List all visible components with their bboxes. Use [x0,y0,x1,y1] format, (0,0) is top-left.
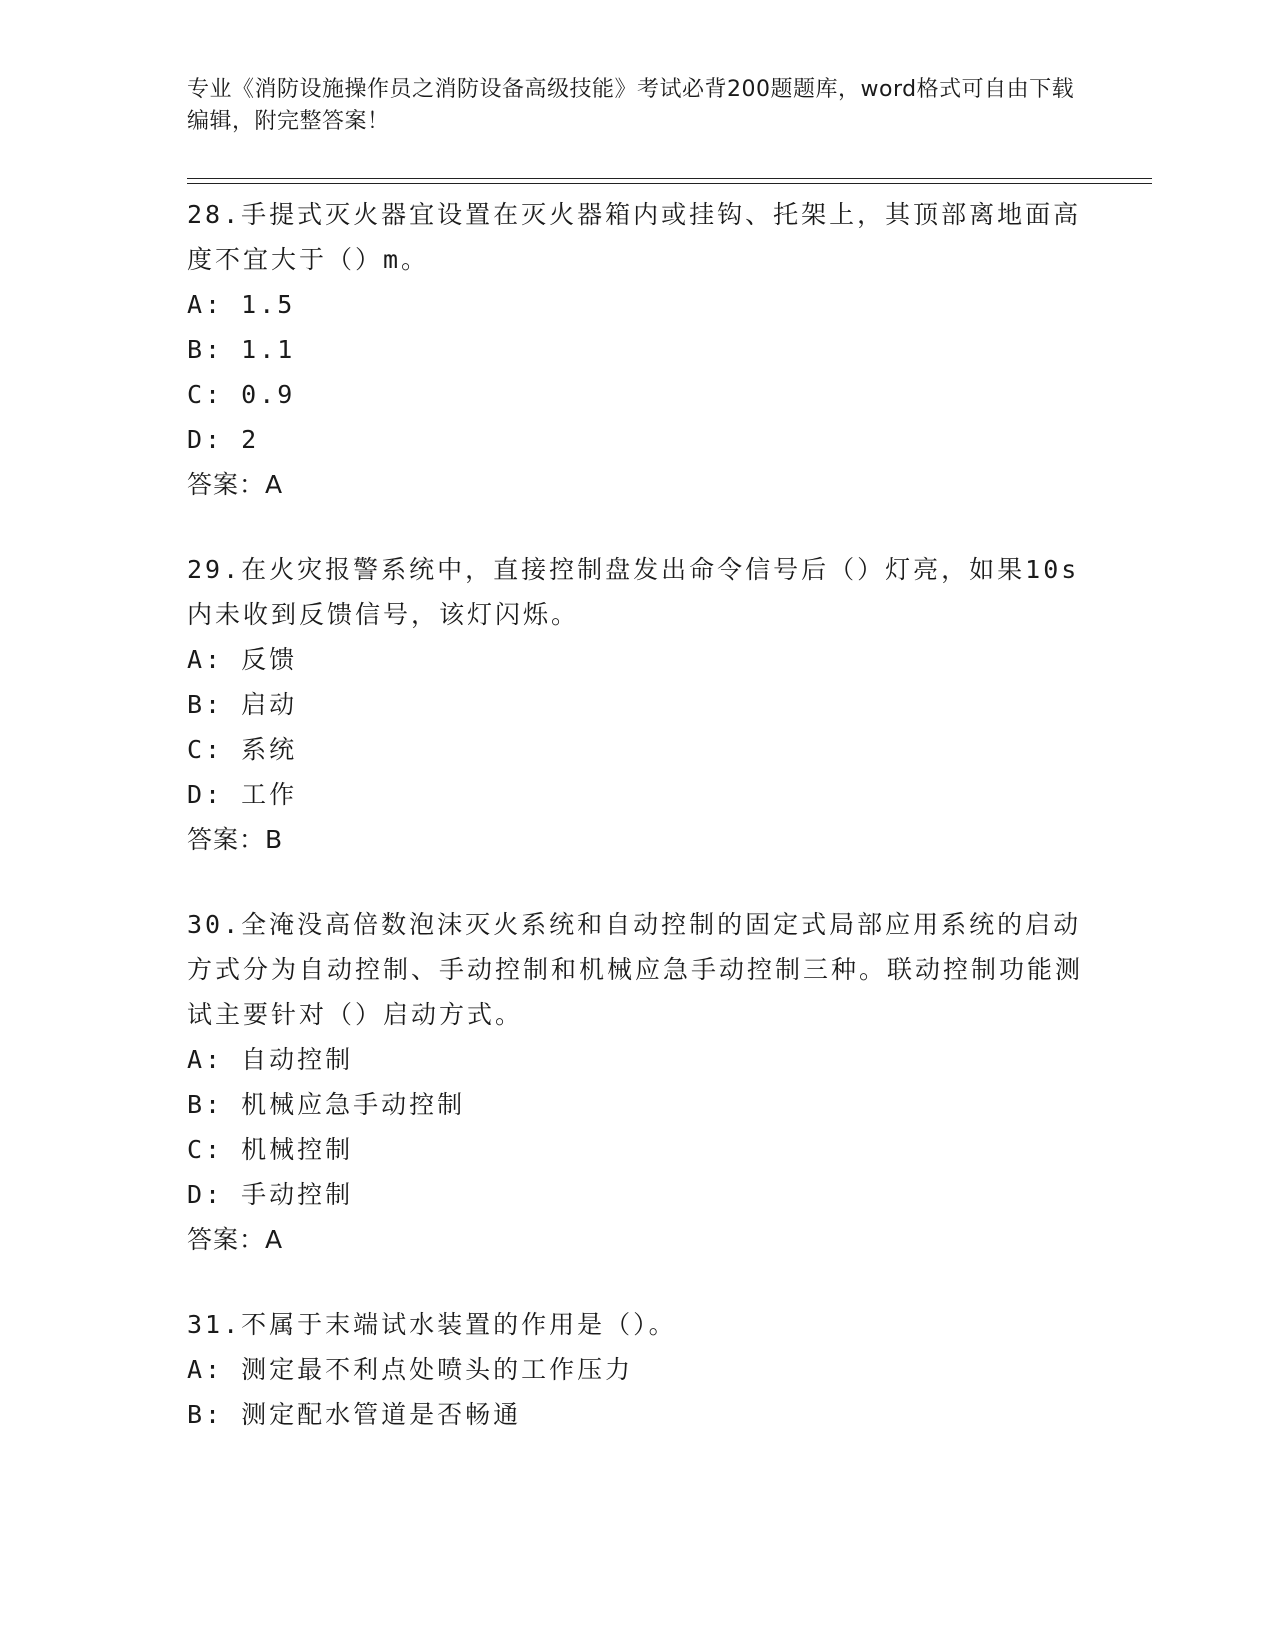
option-b: B: 测定配水管道是否畅通 [187,1400,522,1429]
option-d: D: 手动控制 [187,1180,354,1209]
answer: 答案：B [187,825,284,854]
option-c: C: 机械控制 [187,1135,354,1164]
header-divider-bottom [187,183,1152,184]
option-d: D: 2 [187,425,260,454]
answer: 答案：A [187,470,284,499]
question-30 [187,902,1087,1262]
option-c: C: 系统 [187,735,298,764]
header-divider-top [187,178,1152,179]
option-c: C: 0.9 [187,380,296,409]
question-28 [187,192,1087,507]
question-31 [187,1302,1087,1437]
question-list [187,192,1087,1477]
answer: 答案：A [187,1225,284,1254]
question-stem: 29.在火灾报警系统中，直接控制盘发出命令信号后（）灯亮，如果10s内未收到反馈信号，该灯闪烁。 [187,555,1080,629]
option-b: B: 机械应急手动控制 [187,1090,466,1119]
option-a: A: 测定最不利点处喷头的工作压力 [187,1355,634,1384]
option-b: B: 1.1 [187,335,296,364]
question-29 [187,547,1087,862]
question-stem: 28.手提式灭火器宜设置在灭火器箱内或挂钩、托架上，其顶部离地面高度不宜大于（）m。 [187,200,1082,274]
option-a: A: 反馈 [187,645,298,674]
option-b: B: 启动 [187,690,298,719]
document-header: 专业《消防设施操作员之消防设备高级技能》考试必背200题题库，word格式可自由下载编辑，附完整答案！ [187,77,1075,134]
question-stem: 30.全淹没高倍数泡沫灭火系统和自动控制的固定式局部应用系统的启动方式分为自动控制、手动控制和机械应急手动控制三种。联动控制功能测试主要针对（）启动方式。 [187,910,1084,1029]
option-d: D: 工作 [187,780,298,809]
option-a: A: 自动控制 [187,1045,354,1074]
question-stem: 31.不属于末端试水装置的作用是（）。 [187,1310,677,1339]
option-a: A: 1.5 [187,290,296,319]
